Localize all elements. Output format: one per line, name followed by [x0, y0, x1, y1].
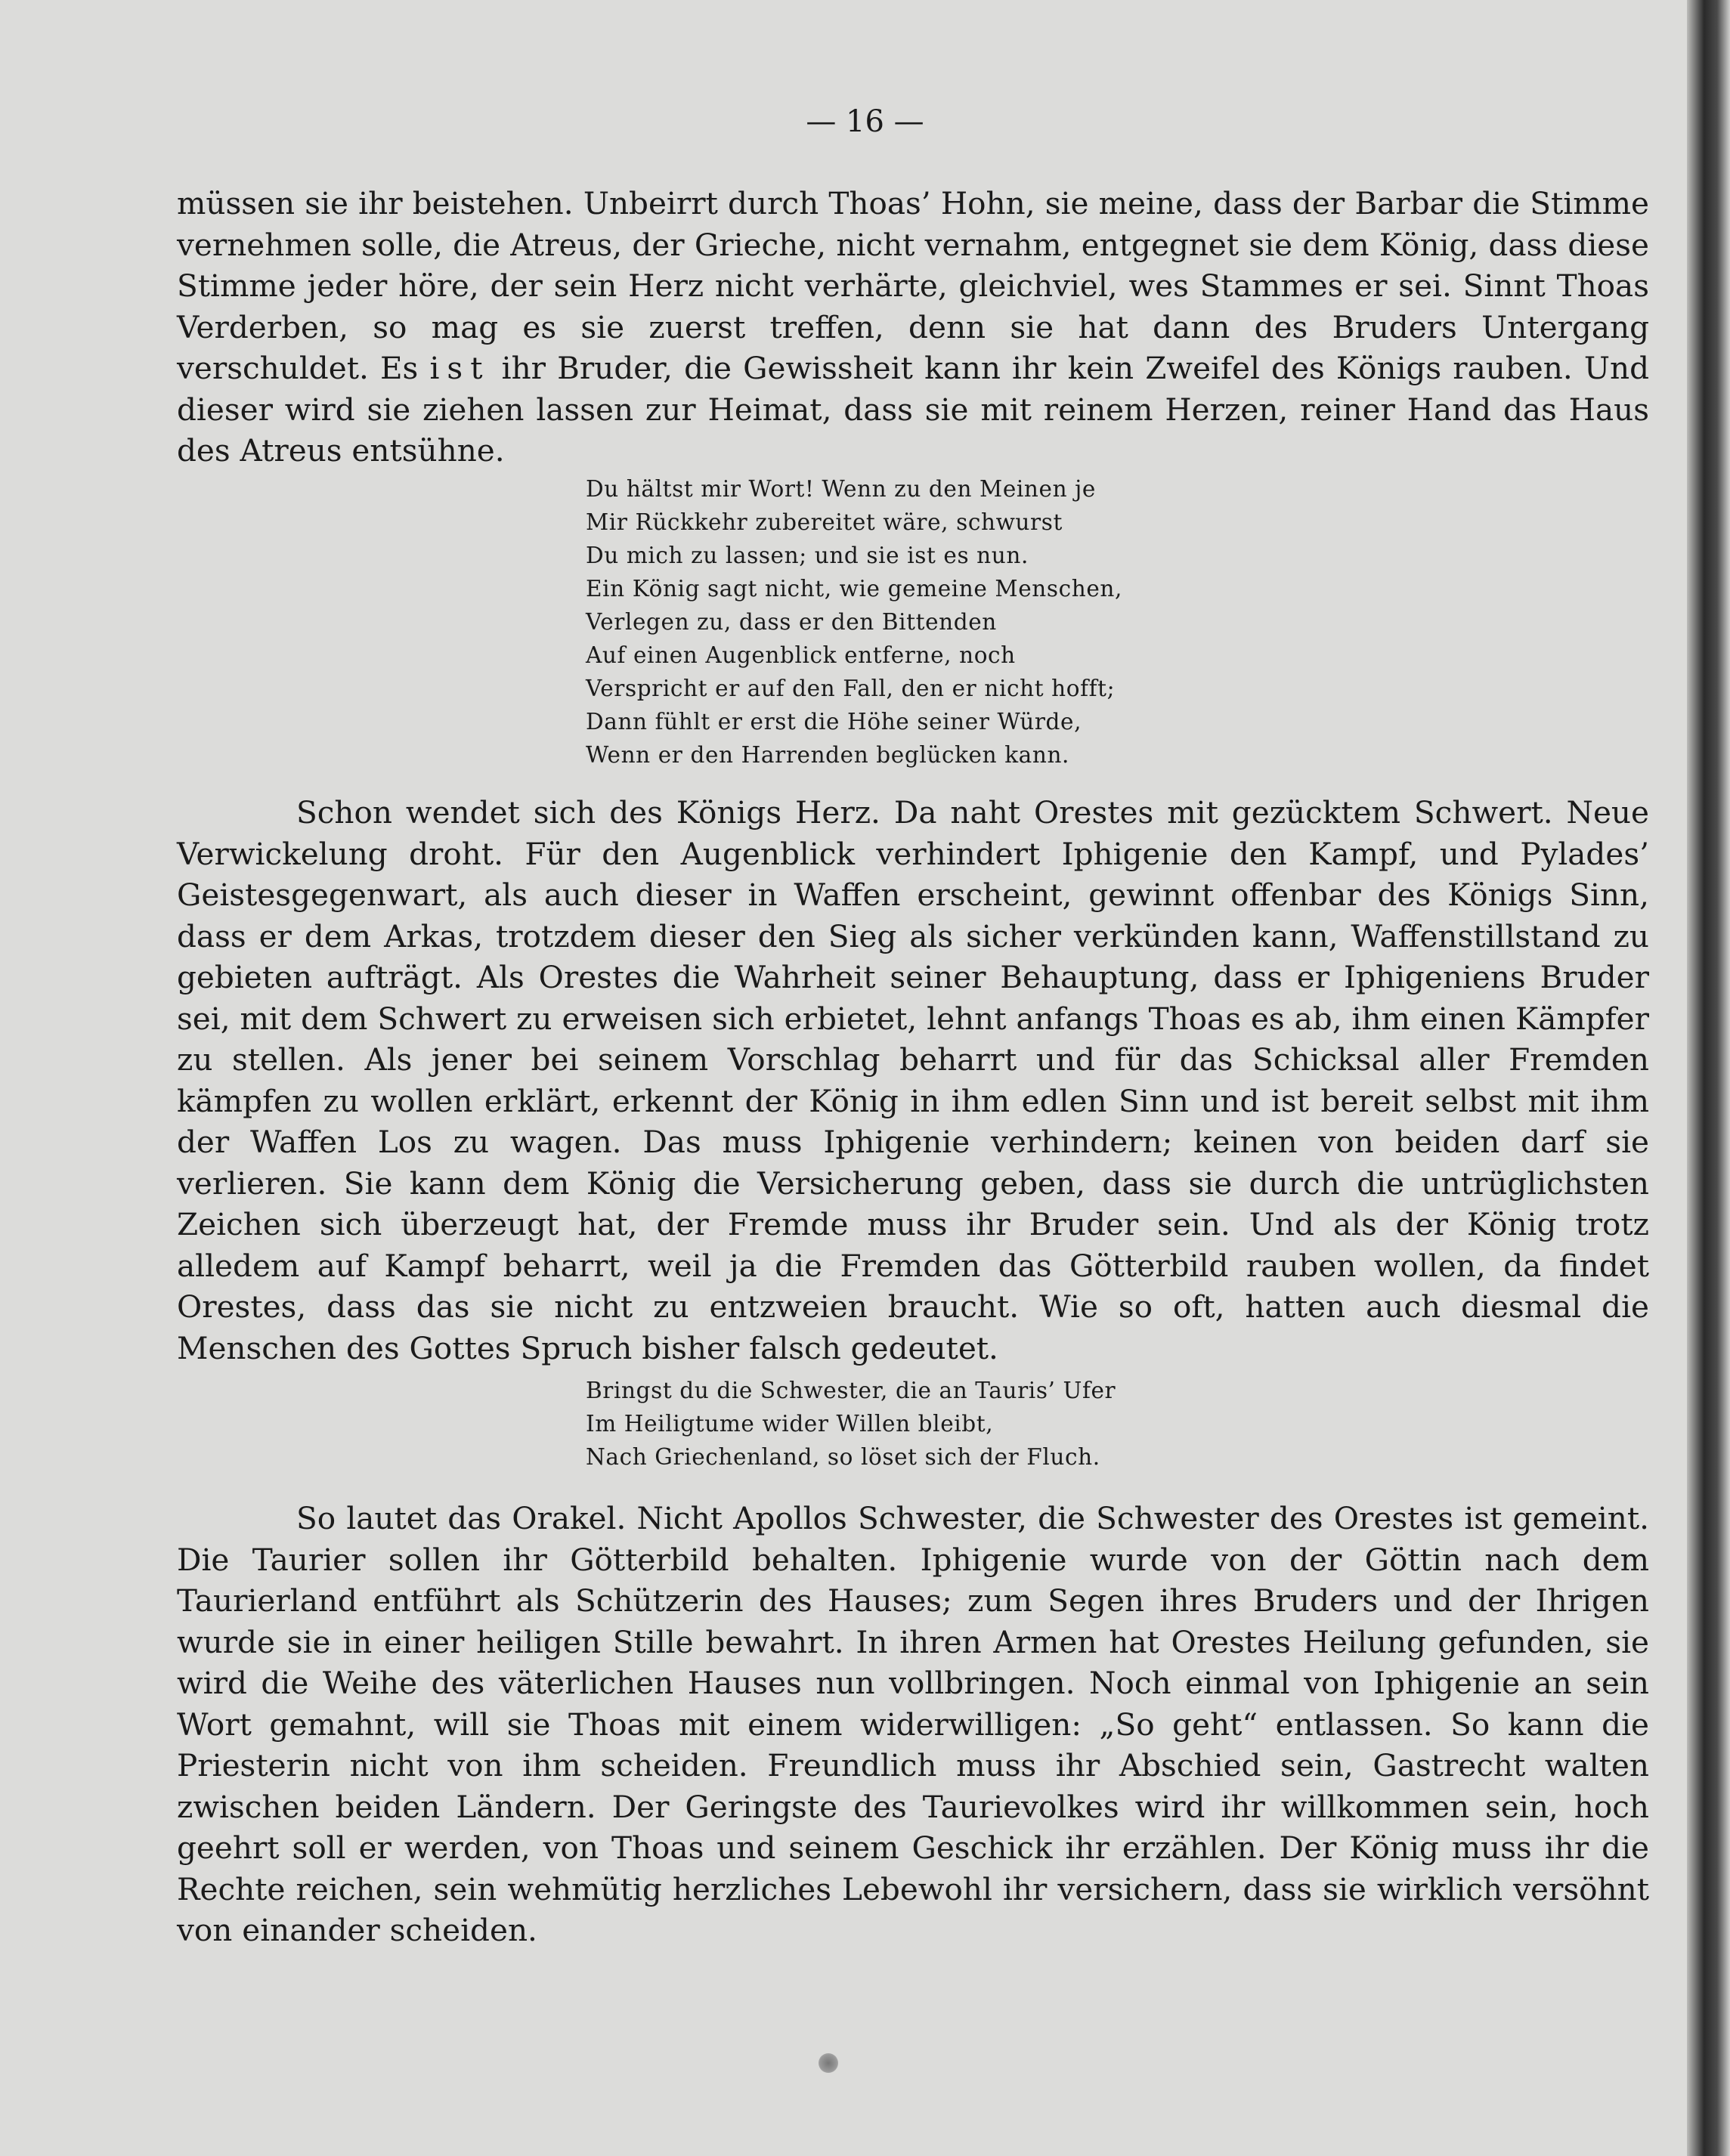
page-number: — 16 — [806, 104, 924, 139]
book-spine-edge [1687, 0, 1730, 2156]
verse-line: Verspricht er auf den Fall, den er nicht hofft; [586, 676, 1116, 701]
paragraph-1-part-1: müssen sie ihr beistehen. Unbeirrt durch Thoas’ Hohn, sie meine, dass der Barbar die Stimme vernehmen solle, die Atreus, der Grieche, nicht vernahm, entgegnet sie dem König, dass diese Stimme jeder höre, der sein Herz nicht verhärte, gleichviel, wes Stammes er sei. Sinnt Thoas Verderben, so mag es sie zuerst treffen, denn sie hat dann des Bruders Untergang verschuldet. Es [177, 185, 1649, 386]
paragraph-1-text [177, 183, 1649, 472]
verse-line: Im Heiligtume wider Willen bleibt, [586, 1411, 994, 1437]
verse-line: Bringst du die Schwester, die an Tauris’ Ufer [586, 1378, 1116, 1403]
paragraph-2-text: Schon wendet sich des Königs Herz. Da naht Orestes mit gezücktem Schwert. Neue Verwickelung droht. Für den Augenblick verhindert Iphigenie den Kampf, und Pylades’ Geistesgegenwart, als auch dieser in Waffen erscheint, gewinnt offenbar des Königs Sinn, dass er dem Arkas, trotzdem dieser den Sieg als sicher verkünden kann, Waffenstillstand zu gebieten aufträgt. Als Orestes die Wahrheit seiner Behauptung, dass er Iphigeniens Bruder sei, mit dem Schwert zu erweisen sich erbietet, lehnt anfangs Thoas es ab, ihm einen Kämpfer zu stellen. Als jener bei seinem Vorschlag beharrt und für das Schicksal aller Fremden kämpfen zu wollen erklärt, erkennt der König in ihm edlen Sinn und ist bereit selbst mit ihm der Waffen Los zu wagen. Das muss Iphigenie verhindern; keinen von beiden darf sie verlieren. Sie kann dem König die Versicherung geben, dass sie durch die untrüglichsten Zeichen sich überzeugt hat, der Fremde muss ihr Bruder sein. Und als der König trotz alledem auf Kampf beharrt, weil ja die Fremden das Götterbild rauben wollen, da findet Orestes, dass das sie nicht zu entzweien braucht. Wie so oft, hatten auch diesmal die Menschen des Gottes Spruch bisher falsch gedeutet. [177, 794, 1649, 1366]
verse-line: Du hältst mir Wort! Wenn zu den Meinen je [586, 476, 1096, 502]
verse-line: Wenn er den Harrenden beglücken kann. [586, 742, 1070, 768]
verse-line: Du mich zu lassen; und sie ist es nun. [586, 543, 1029, 568]
verse-line: Auf einen Augenblick entferne, noch [586, 642, 1016, 668]
paragraph-1 [177, 183, 1649, 472]
paragraph-1-part-2: ihr Bruder, die Gewissheit kann ihr kein Zweifel des Königs rauben. Und dieser wird sie ziehen lassen zur Heimat, dass sie mit reinem Herzen, reiner Hand das Haus des Atreus entsühne. [177, 350, 1650, 469]
verse-line: Nach Griechenland, so löset sich der Fluch. [586, 1444, 1100, 1470]
verse-quote-2 [586, 1374, 1342, 1474]
verse-quote-1 [586, 472, 1342, 772]
paragraph-3-text: So lautet das Orakel. Nicht Apollos Schwester, die Schwester des Orestes ist gemeint. Die Taurier sollen ihr Götterbild behalten. Iphigenie wurde von der Göttin nach dem Taurierland entführt als Schützerin des Hauses; zum Segen ihres Bruders und der Ihrigen wurde sie in einer heiligen Stille bewahrt. In ihren Armen hat Orestes Heilung gefunden, sie wird die Weihe des väterlichen Hauses nun vollbringen. Noch einmal von Iphigenie an sein Wort gemahnt, will sie Thoas mit einem widerwilligen: „So geht“ entlassen. So kann die Priesterin nicht von ihm scheiden. Freundlich muss ihr Abschied sein, Gastrecht walten zwischen beiden Ländern. Der Geringste des Taurievolkes wird ihr willkommen sein, hoch geehrt soll er werden, von Thoas und seinem Geschick ihr erzählen. Der König muss ihr die Rechte reichen, sein wehmütig herzliches Lebewohl ihr versichern, dass sie wirklich versöhnt von einander scheiden. [177, 1500, 1649, 1948]
ink-stain [819, 2053, 838, 2073]
paragraph-2 [177, 792, 1649, 1369]
emphasized-word: ist [429, 350, 491, 386]
verse-line: Ein König sagt nicht, wie gemeine Menschen, [586, 576, 1122, 602]
verse-line: Mir Rückkehr zubereitet wäre, schwurst [586, 509, 1063, 535]
verse-line: Verlegen zu, dass er den Bittenden [586, 609, 997, 635]
paragraph-3 [177, 1498, 1649, 1951]
verse-line: Dann fühlt er erst die Höhe seiner Würde, [586, 709, 1082, 735]
